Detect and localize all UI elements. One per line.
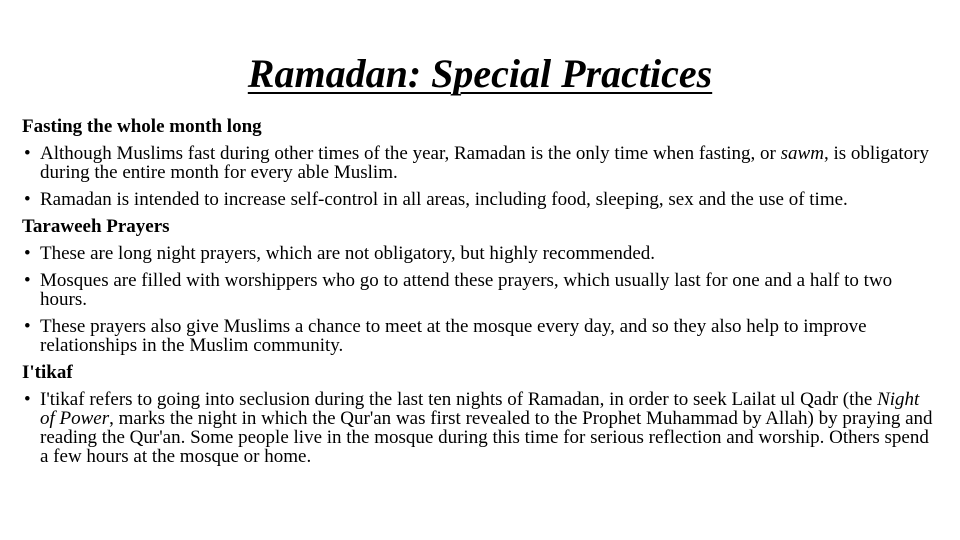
term-sawm: sawm — [780, 143, 824, 164]
bullet-text: Ramadan is intended to increase self-control in all areas, including food, sleeping, sex and the use of time. — [40, 189, 848, 210]
bullet-dot-icon: • — [24, 389, 31, 410]
bullet-dot-icon: • — [24, 189, 31, 210]
bullet-dot-icon: • — [24, 143, 31, 164]
term-night-of-power: Night of Power — [40, 389, 920, 429]
bullet-dot-icon: • — [24, 316, 31, 337]
bullet-fasting-self-control — [22, 190, 934, 209]
bullet-text: I'tikaf refers to going into seclusion during the last ten nights of Ramadan, in order to seek Lailat ul Qadr (the — [40, 389, 878, 410]
slide-body — [22, 117, 934, 474]
bullet-text: Although Muslims fast during other times of the year, Ramadan is the only time when fasting, or — [40, 143, 781, 164]
slide-title: Ramadan: Special Practices — [247, 51, 713, 96]
section-heading-taraweeh: Taraweeh Prayers — [22, 216, 170, 237]
bullet-dot-icon: • — [24, 243, 31, 264]
bullet-taraweeh-mosques — [22, 271, 934, 309]
bullet-text: Mosques are filled with worshippers who go to attend these prayers, which usually last for one and a half to two hours. — [40, 270, 893, 310]
bullet-itikaf-seclusion — [22, 390, 934, 466]
bullet-fasting-sawm — [22, 144, 934, 182]
bullet-dot-icon: • — [24, 270, 31, 291]
bullet-taraweeh-night-prayers — [22, 244, 934, 263]
bullet-text: These are long night prayers, which are not obligatory, but highly recommended. — [40, 243, 656, 264]
bullet-taraweeh-community — [22, 317, 934, 355]
section-heading-itikaf: I'tikaf — [22, 362, 73, 383]
bullet-text: These prayers also give Muslims a chance to meet at the mosque every day, and so they also help to improve relationships in the Muslim community. — [40, 316, 867, 356]
bullet-text: , marks the night in which the Qur'an was first revealed to the Prophet Muhammad by Allah) by praying and reading the Qur'an. Some people live in the mosque during this time for serious reflection and worship. Others spend a few hours at the mosque or home. — [40, 408, 933, 467]
bullet-text: , is obligatory during the entire month for every able Muslim. — [40, 143, 929, 183]
section-heading-fasting: Fasting the whole month long — [22, 116, 262, 137]
